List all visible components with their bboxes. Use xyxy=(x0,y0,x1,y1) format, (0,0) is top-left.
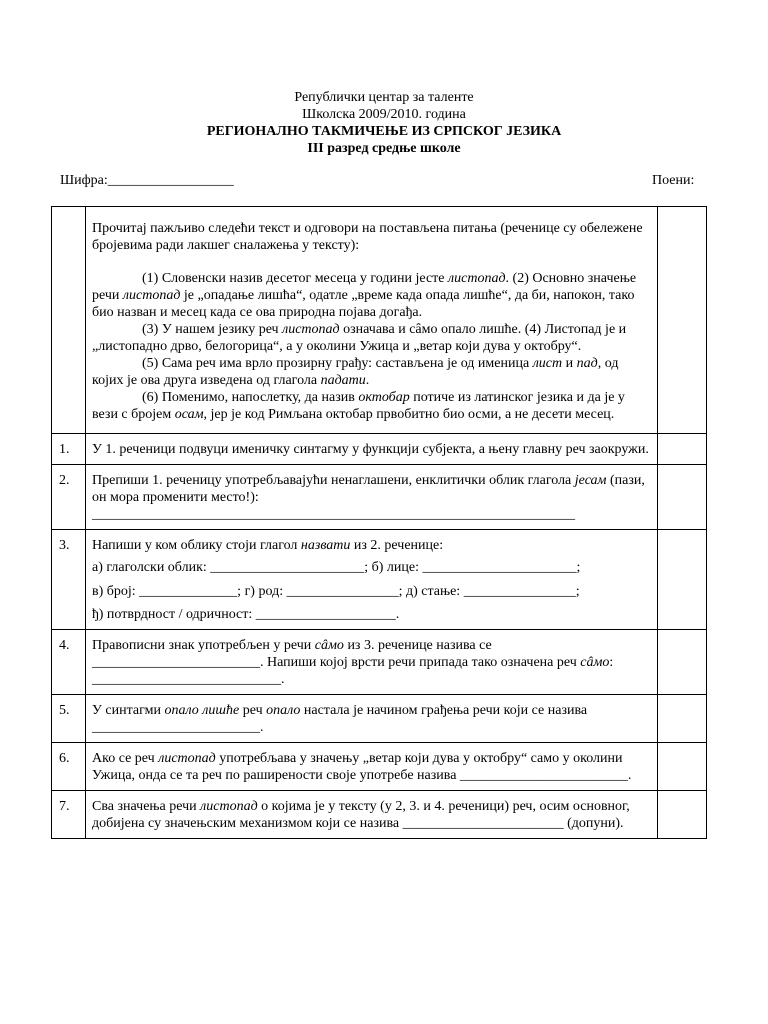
competition-title: РЕГИОНАЛНО ТАКМИЧЕЊЕ ИЗ СРПСКОГ ЈЕЗИКА xyxy=(206,124,562,139)
answer-line[interactable]: в) број: ______________; г) род: ________________; д) стање: ________________; xyxy=(92,584,580,599)
points-cell[interactable] xyxy=(658,630,707,695)
points-cell[interactable] xyxy=(658,743,707,791)
question-row xyxy=(52,465,707,530)
question-text: Сва значења речи листопад о којима је у тексту (у 2, 3. и 4. реченици) реч, осим основног, добијена су значењским механизмом који се назива _______________________ (допуни). xyxy=(92,799,630,831)
points-cell[interactable] xyxy=(658,791,707,839)
code-field[interactable]: Шифра:__________________ xyxy=(60,173,234,188)
points-cell[interactable] xyxy=(658,530,707,630)
center-name: Републички центар за таленте xyxy=(294,90,474,105)
text-paragraph-1: (1) Словенски назив десетог месеца у години јесте листопад. (2) Основно значење речи листопад је „опадање лишћа“, одатле „време када опада лишће“, да би, напокон, тако био назван и месец када се ова природна појава догађа. xyxy=(92,271,637,320)
text-paragraph-4: (6) Поменимо, напослетку, да назив октобар потиче из латинског језика и да је у вези с бројем осам, јер је код Римљана октобар првобитно био осми, а не десети месец. xyxy=(92,390,625,422)
school-year: Школска 2009/2010. година xyxy=(302,107,466,122)
question-number: 2. xyxy=(59,473,70,488)
question-row xyxy=(52,791,707,839)
question-text: У 1. реченици подвуци именичку синтагму у функцији субјекта, а њену главну реч заокружи. xyxy=(92,442,649,457)
document-header xyxy=(0,89,768,157)
text-paragraph-2: (3) У нашем језику реч листопад означава и сâмо опало лишће. (4) Листопад је и „листопадно дрво, белогорица“, а у околини Ужица и „ветар који дува у октобру“. xyxy=(92,322,627,354)
points-cell[interactable] xyxy=(658,434,707,465)
question-text: Правописни знак употребљен у речи сâмо из 3. реченице назива се ________________________. Напиши којој врсти речи припада тако означена реч сâмо: ___________________________. xyxy=(92,638,614,687)
answer-line[interactable]: ђ) потврдност / одричност: ____________________. xyxy=(92,607,400,622)
question-number: 1. xyxy=(59,442,70,457)
question-text: У синтагми опало лишће реч опало настала је начином грађења речи који се назива ________________________. xyxy=(92,703,588,735)
text-paragraph-3: (5) Сама реч има врло прозирну грађу: састављена је од именица лист и пад, од којих је ова друга изведена од глагола падати. xyxy=(92,356,619,388)
points-label: Поени: xyxy=(652,173,695,188)
question-row xyxy=(52,695,707,743)
points-cell[interactable] xyxy=(658,465,707,530)
intro-text-cell xyxy=(86,207,658,434)
answer-line[interactable]: а) глаголски облик: ______________________; б) лице: ______________________; xyxy=(92,560,581,575)
question-text: Ако се реч листопад употребљава у значењу „ветар који дува у октобру“ само у околини Ужица, онда се та реч по раширености своје употребе назива ________________________. xyxy=(92,751,632,783)
questions-table xyxy=(51,206,707,839)
grade-level: III разред средње школе xyxy=(307,141,461,156)
points-cell[interactable] xyxy=(658,695,707,743)
question-text: Напиши у ком облику стоји глагол назвати из 2. реченице: а) глаголски облик: ______________________; б) лице: ______________________; в) број: ______________; г) род: ________________; д) стање: ________________; ђ) потврдност / одричност: ____________________. xyxy=(86,530,657,629)
question-text: Препиши 1. реченицу употребљавајући ненаглашени, енклитички облик глагола јесам (пази, он мора променити место!): _____________________________________________________________________ xyxy=(86,465,657,529)
points-cell[interactable] xyxy=(658,207,707,434)
question-number: 3. xyxy=(59,538,70,553)
question-row xyxy=(52,630,707,695)
answer-line[interactable]: _____________________________________________________________________ xyxy=(92,507,575,522)
question-number: 6. xyxy=(59,751,70,766)
question-row xyxy=(52,743,707,791)
intro-row xyxy=(52,207,707,434)
question-number: 4. xyxy=(59,638,70,653)
question-number: 5. xyxy=(59,703,70,718)
question-number: 7. xyxy=(59,799,70,814)
intro-instruction: Прочитај пажљиво следећи текст и одговори на постављена питања (реченице су обележене бројевима ради лакшег сналажења у тексту): xyxy=(92,221,643,253)
question-row xyxy=(52,434,707,465)
question-row xyxy=(52,530,707,630)
